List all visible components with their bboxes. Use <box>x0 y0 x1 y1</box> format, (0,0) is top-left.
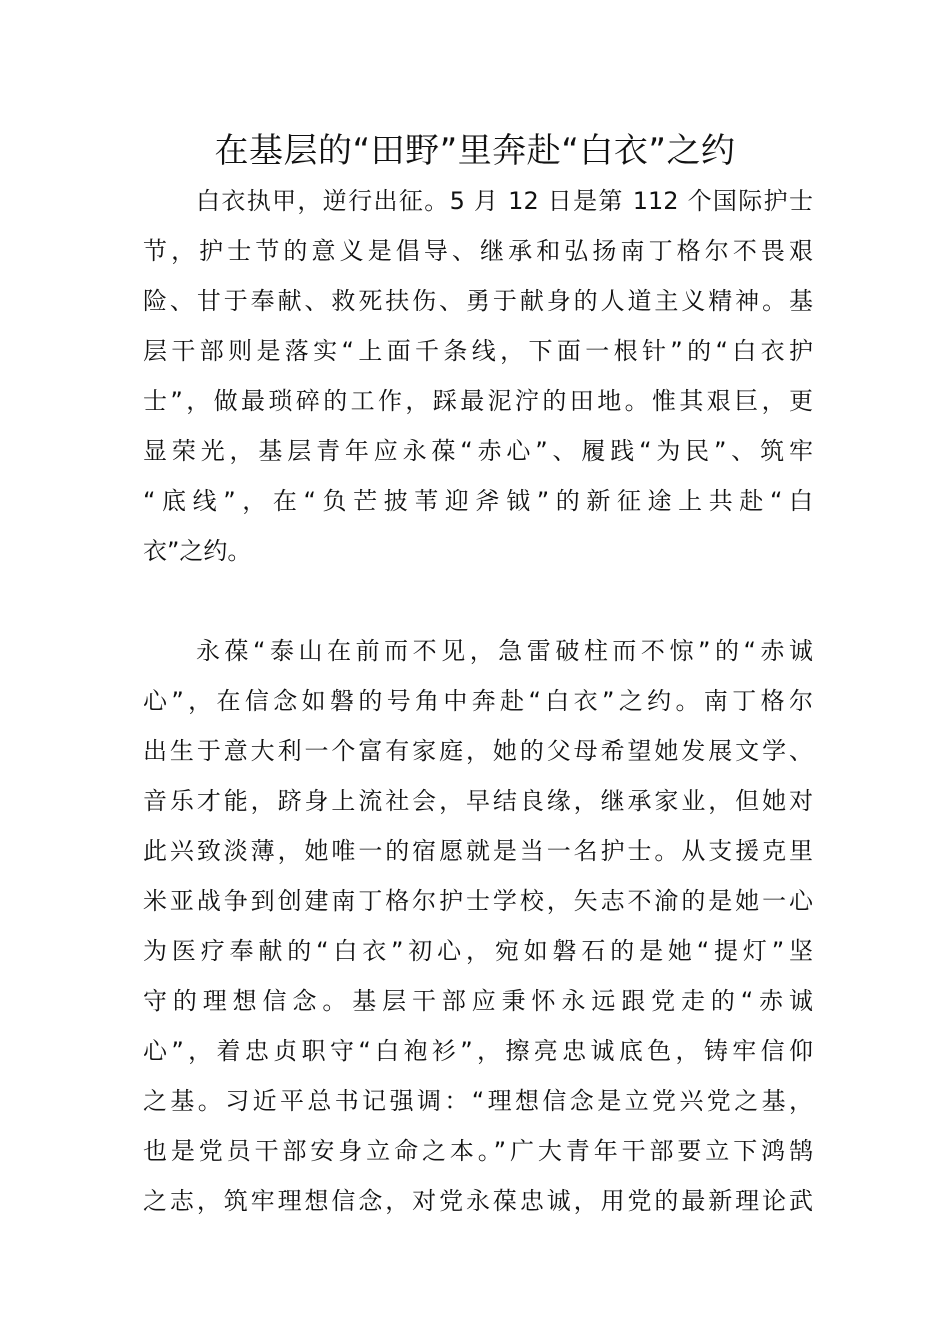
text-line: 永葆“泰山在前而不见，急雷破柱而不惊”的“赤诚 <box>196 637 813 665</box>
text-line: 为医疗奉献的“白衣”初心，宛如磐石的是她“提灯”坚 <box>143 937 813 965</box>
text-line: 白衣执甲，逆行出征。5 月 12 日是第 112 个国际护士 <box>196 187 813 215</box>
text-line: “底线”，在“负芒披苇迎斧钺”的新征途上共赴“白 <box>143 487 813 515</box>
text-line: 心”，着忠贞职守“白袍衫”，擦亮忠诚底色，铸牢信仰 <box>143 1037 813 1065</box>
text-line: 心”，在信念如磐的号角中奔赴“白衣”之约。南丁格尔 <box>143 687 813 715</box>
text-line: 衣”之约。 <box>143 537 252 565</box>
text-line: 也是党员干部安身立命之本。”广大青年干部要立下鸿鹄 <box>143 1137 813 1165</box>
text-line: 士”，做最琐碎的工作，踩最泥泞的田地。惟其艰巨，更 <box>143 387 813 415</box>
text-line: 此兴致淡薄，她唯一的宿愿就是当一名护士。从支援克里 <box>143 837 813 865</box>
document-title: 在基层的“田野”里奔赴“白衣”之约 <box>214 131 736 171</box>
paragraph-intro <box>143 176 813 576</box>
text-line: 显荣光，基层青年应永葆“赤心”、履践“为民”、筑牢 <box>143 437 813 465</box>
text-line: 守的理想信念。基层干部应秉怀永远跟党走的“赤诚 <box>143 987 813 1015</box>
text-line: 层干部则是落实“上面千条线，下面一根针”的“白衣护 <box>143 337 813 365</box>
text-line: 米亚战争到创建南丁格尔护士学校，矢志不渝的是她一心 <box>143 887 813 915</box>
text-line: 险、甘于奉献、救死扶伤、勇于献身的人道主义精神。基 <box>143 287 813 315</box>
text-line: 出生于意大利一个富有家庭，她的父母希望她发展文学、 <box>143 737 813 765</box>
text-line: 音乐才能，跻身上流社会，早结良缘，继承家业，但她对 <box>143 787 813 815</box>
paragraph-red-heart <box>143 626 813 1226</box>
text-line: 之志，筑牢理想信念，对党永葆忠诚，用党的最新理论武 <box>143 1187 813 1215</box>
text-line: 之基。习近平总书记强调：“理想信念是立党兴党之基， <box>143 1087 813 1115</box>
text-line: 节，护士节的意义是倡导、继承和弘扬南丁格尔不畏艰 <box>143 237 813 265</box>
